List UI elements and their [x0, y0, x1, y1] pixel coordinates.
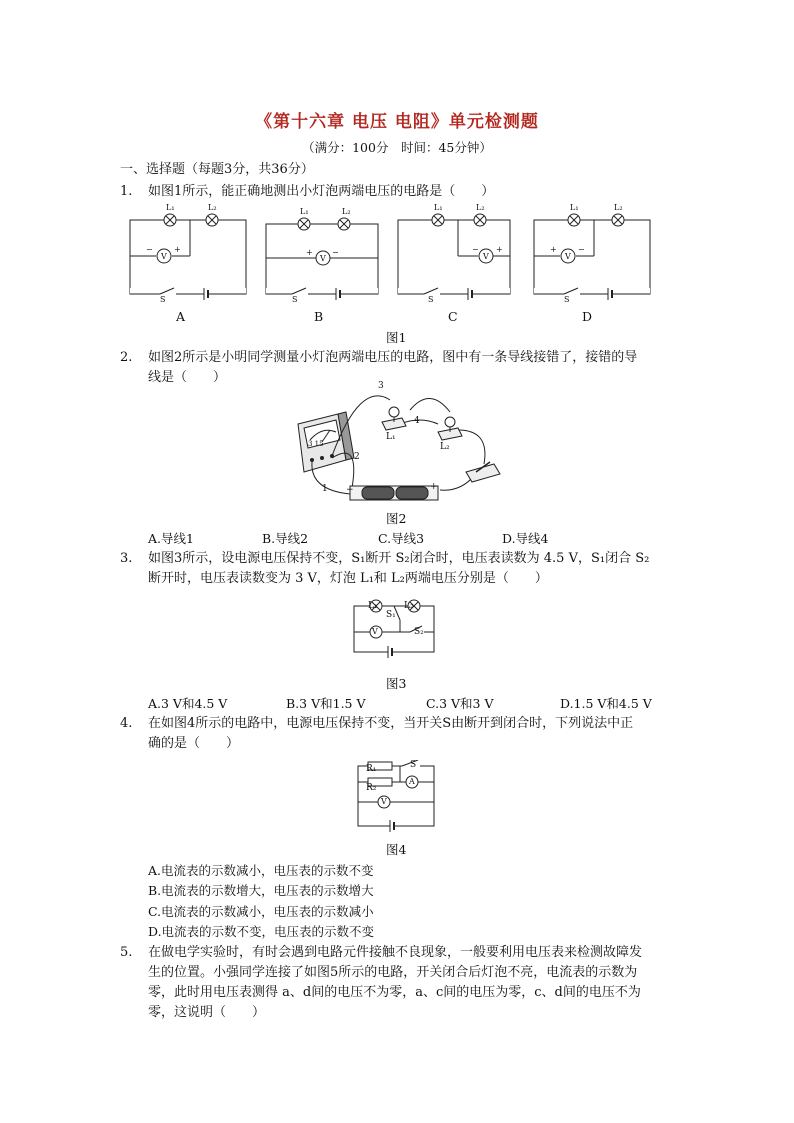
voltmeter-label: V — [565, 252, 571, 261]
label-l2: L₂ — [476, 203, 485, 212]
figure-2-caption: 图2 — [386, 511, 407, 526]
switch-label: S — [292, 295, 298, 304]
question-text-line4: 零，这说明（ ） — [148, 1005, 266, 1020]
q2-option-b: B.导线2 — [262, 531, 309, 546]
label-l1: L₁ — [166, 203, 175, 212]
label-plus: + — [496, 245, 503, 254]
q2-option-d: D.导线4 — [502, 531, 549, 546]
question-number: 2. — [120, 350, 133, 365]
wire-3-label: 3 — [378, 381, 384, 391]
resistor-r2-label: R₂ — [366, 783, 377, 793]
switch-s1-label: S₁ — [386, 610, 396, 620]
battery-plus: + — [430, 482, 438, 492]
label-minus: − — [332, 248, 339, 257]
label-plus: + — [174, 245, 181, 254]
voltmeter-label: V — [161, 252, 167, 261]
label-l1: L₁ — [300, 207, 309, 216]
ammeter-label: A — [409, 777, 415, 786]
label-l1: L₁ — [434, 203, 443, 212]
question-text-line1: 在如图4所示的电路中，电源电压保持不变，当开关S由断开到闭合时，下列说法中正 — [148, 716, 634, 731]
wire-2-label: 2 — [354, 452, 360, 462]
q3-option-d: D.1.5 V和4.5 V — [560, 696, 652, 711]
switch-label: S — [410, 760, 417, 770]
voltmeter-label: V — [320, 254, 326, 263]
voltmeter-label: V — [483, 252, 489, 261]
voltmeter-label: V — [381, 797, 387, 806]
lamp-l1-label: L₁ — [368, 601, 378, 611]
figure-3-caption: 图3 — [386, 676, 407, 691]
question-text-line2: 断开时，电压表读数变为 3 V，灯泡 L₁和 L₂两端电压分别是（ ） — [148, 571, 548, 586]
switch-label: S — [564, 295, 570, 304]
circuit-c-label: C — [448, 309, 458, 324]
q3-option-c: C.3 V和3 V — [426, 696, 494, 711]
question-text: 如图1所示，能正确地测出小灯泡两端电压的电路是（ ） — [148, 184, 495, 199]
circuit-b-label: B — [314, 309, 324, 324]
circuit-a-label: A — [176, 309, 186, 324]
figure-4-caption: 图4 — [386, 842, 407, 857]
exam-info: （满分：100分 时间：45分钟） — [302, 140, 492, 155]
q4-option-b: B.电流表的示数增大，电压表的示数增大 — [148, 883, 374, 898]
label-l2: L₂ — [208, 203, 217, 212]
battery-minus: − — [346, 485, 354, 495]
question-number: 5. — [120, 945, 133, 960]
label-plus: + — [306, 248, 313, 257]
question-text-line2: 生的位置。小强同学连接了如图5所示的电路，开关闭合后灯泡不亮，电流表的示数为 — [148, 965, 638, 980]
question-text-line2: 线是（ ） — [148, 370, 227, 385]
q4-option-c: C.电流表的示数减小，电压表的示数减小 — [148, 904, 374, 919]
wire-4-label: 4 — [414, 416, 420, 426]
q4-option-a: A.电流表的示数减小，电压表的示数不变 — [148, 863, 374, 878]
label-l1: L₁ — [570, 203, 579, 212]
q2-option-a: A.导线1 — [148, 531, 194, 546]
question-text-line1: 如图3所示，设电源电压保持不变，S₁断开 S₂闭合时，电压表读数为 4.5 V，S₁闭合 S₂ — [148, 551, 650, 566]
switch-s2-label: S₂ — [414, 627, 424, 637]
page-title: 《第十六章 电压 电阻》单元检测题 — [255, 112, 539, 132]
question-number: 3. — [120, 551, 133, 566]
meter-terminal-marks: 3 15 — [308, 440, 324, 448]
label-l2: L₂ — [614, 203, 623, 212]
q3-option-a: A.3 V和4.5 V — [148, 696, 228, 711]
wire-1-label: 1 — [322, 484, 328, 494]
circuit-d-label: D — [582, 309, 593, 324]
q3-option-b: B.3 V和1.5 V — [286, 696, 366, 711]
figure-1-caption: 图1 — [386, 330, 407, 345]
lamp-l1-label: L₁ — [386, 432, 396, 442]
switch-label: S — [160, 295, 166, 304]
label-plus: + — [550, 245, 557, 254]
lamp-l2-label: L₂ — [440, 442, 450, 452]
section-heading: 一、选择题（每题3分，共36分） — [120, 162, 314, 177]
q4-option-d: D.电流表的示数不变，电压表的示数不变 — [148, 924, 375, 939]
question-text-line1: 在做电学实验时，有时会遇到电路元件接触不良现象，一般要利用电压表来检测故障发 — [148, 945, 643, 960]
label-minus: − — [578, 245, 585, 254]
question-text-line3: 零，此时用电压表测得 a、d间的电压不为零，a、c间的电压为零，c、d间的电压不为 — [148, 985, 641, 1000]
q2-option-c: C.导线3 — [378, 531, 425, 546]
switch-label: S — [428, 295, 434, 304]
label-l2: L₂ — [342, 207, 351, 216]
label-minus: − — [472, 245, 479, 254]
question-number: 1. — [120, 184, 133, 199]
voltmeter-label: V — [372, 627, 378, 636]
question-5 — [0, 943, 794, 1027]
question-number: 4. — [120, 716, 133, 731]
resistor-r1-label: R₁ — [366, 764, 377, 774]
question-text-line2: 确的是（ ） — [148, 736, 240, 751]
question-text-line1: 如图2所示是小明同学测量小灯泡两端电压的电路，图中有一条导线接错了，接错的导 — [148, 350, 638, 365]
label-minus: − — [146, 245, 153, 254]
lamp-l2-label: L₂ — [404, 601, 414, 611]
